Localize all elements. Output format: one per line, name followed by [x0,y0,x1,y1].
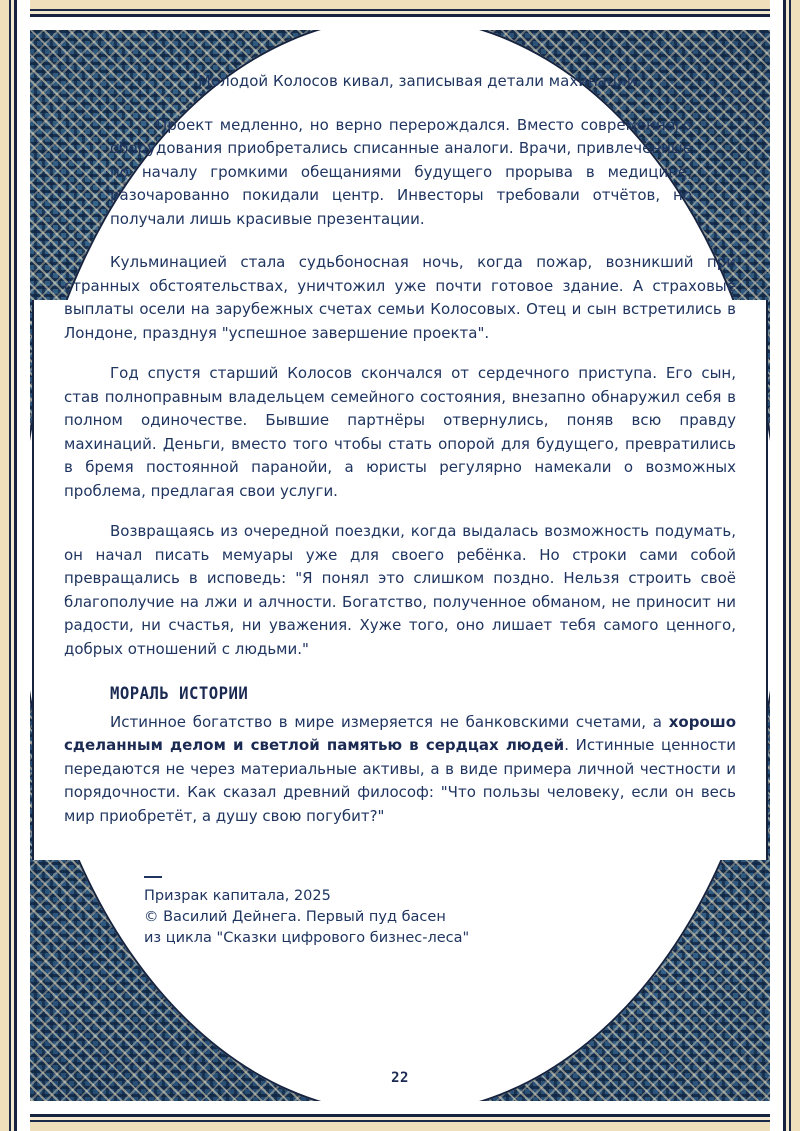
moral-bold-text: хорошо сделанным делом и светлой памятью в сердцах людей [64,712,736,754]
paragraph: Год спустя старший Колосов скончался от сердечного приступа. Его сын, став полноправным владельцем семейного состояния, внезапно обнаружил себя в полном одиночестве. Бывшие партнёры отвернулись, поняв всю правду махинаций. Деньги, вместо того чтобы стать опорой для будущего, превратились в бремя постоянной паранойи, а юристы регулярно намекали о возможных проблема, предлагая свои услуги. [64,364,736,500]
moral-text-after: . Истинные ценности передаются не через материальные активы, а в виде примера личной честности и порядочности. Как сказал древний философ: "Что пользы человеку, если он весь мир приобретёт, а душу свою погубит?" [64,736,736,825]
moral-paragraph [64,711,736,829]
colophon [144,876,736,949]
colophon-author: © Василий Дейнега. Первый пуд басен [144,909,446,925]
paragraph: Молодой Колосов кивал, записывая детали махинации. [198,72,642,90]
page-number: 22 [391,1070,409,1086]
colophon-title-year: Призрак капитала, 2025 [144,888,331,904]
moral-heading: МОРАЛЬ ИСТОРИИ [110,684,249,704]
text-column [64,70,736,949]
paragraph: Проект медленно, но верно перерождался. Вместо современного оборудования приобретались списанные аналоги. Врачи, привлечённые по началу громкими обещаниями будущего прорыва в медицине, разочарованно покидали центр. Инвесторы требовали отчётов, но получали лишь красивые презентации. [110,115,692,228]
paragraph: Кульминацией стала судьбоносная ночь, когда пожар, возникший при странных обстоятельствах, уничтожил уже почти готовое здание. А страховые выплаты осели на зарубежных счетах семьи Колосовых. Отец и сын встретились в Лондоне, празднуя "успешное завершение проекта". [64,253,736,342]
colophon-dash [144,876,162,878]
paragraph: Возвращаясь из очередной поездки, когда выдалась возможность подумать, он начал писать мемуары уже для своего ребёнка. Но строки сами собой превращались в исповедь: "Я понял это слишком поздно. Нельзя строить своё благополучие на лжи и алчности. Богатство, полученное обманом, не приносит ни радости, ни счастья, ни уважения. Хуже того, оно лишает тебя самого ценного, добрых отношений с людьми." [64,522,736,658]
moral-text-before: Истинное богатство в мире измеряется не банковскими счетами, а [110,712,669,731]
colophon-series: из цикла "Сказки цифрового бизнес-леса" [144,930,470,946]
